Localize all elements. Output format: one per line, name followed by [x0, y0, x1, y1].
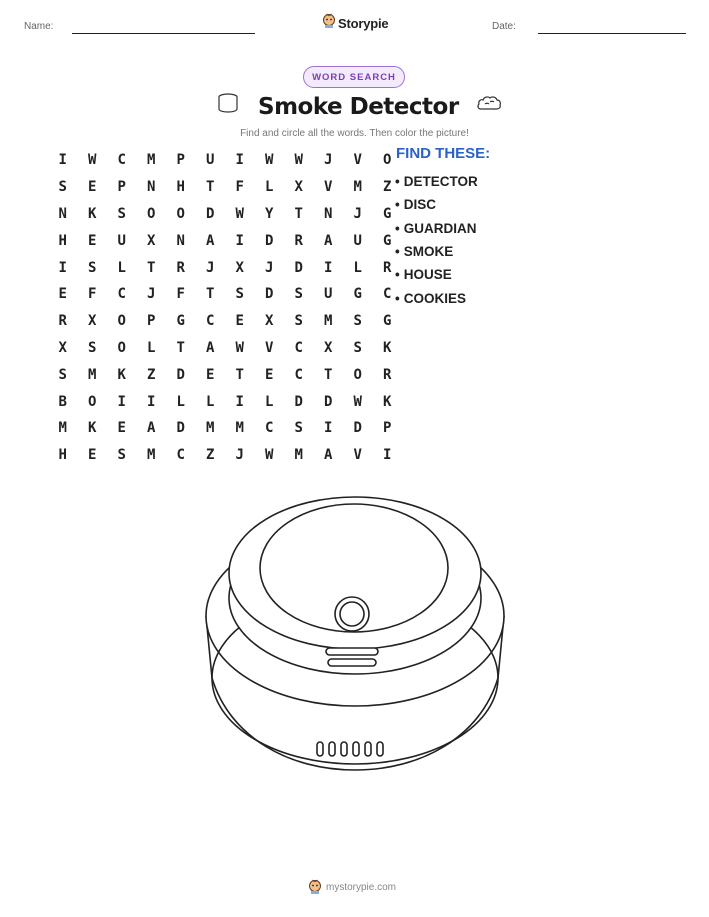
grid-letter[interactable]: G: [383, 205, 392, 222]
list-item[interactable]: [395, 286, 478, 309]
grid-letter[interactable]: R: [383, 259, 392, 276]
grid-letter[interactable]: L: [117, 259, 126, 276]
word-label: SMOKE: [403, 244, 454, 260]
bullet: •: [395, 244, 400, 260]
grid-letter[interactable]: S: [294, 286, 303, 303]
list-item[interactable]: [395, 170, 478, 193]
grid-letter[interactable]: K: [383, 339, 392, 356]
grid-letter[interactable]: T: [324, 366, 333, 383]
brand-name: Storypie: [338, 16, 389, 31]
grid-letter[interactable]: S: [117, 447, 126, 464]
grid-letter[interactable]: W: [353, 393, 362, 410]
word-list: [395, 170, 478, 310]
grid-letter[interactable]: W: [88, 152, 97, 169]
grid-letter[interactable]: X: [88, 313, 97, 330]
grid-letter[interactable]: E: [117, 420, 126, 437]
grid-letter[interactable]: N: [147, 179, 156, 196]
grid-letter[interactable]: V: [353, 152, 362, 169]
grid-letter[interactable]: M: [147, 447, 156, 464]
date-label: Date:: [492, 21, 516, 32]
grid-letter[interactable]: S: [294, 313, 303, 330]
grid-row: [48, 361, 402, 388]
grid-letter[interactable]: S: [353, 313, 362, 330]
grid-letter[interactable]: Z: [383, 179, 392, 196]
grid-letter[interactable]: E: [265, 366, 274, 383]
grid-letter[interactable]: M: [147, 152, 156, 169]
grid-row: [48, 254, 402, 281]
grid-letter[interactable]: W: [294, 152, 303, 169]
grid-letter[interactable]: E: [88, 232, 97, 249]
bullet: •: [395, 267, 400, 283]
word-label: HOUSE: [403, 267, 452, 283]
grid-letter[interactable]: A: [206, 339, 215, 356]
grid-letter[interactable]: C: [176, 447, 185, 464]
grid-letter[interactable]: A: [147, 420, 156, 437]
grid-letter[interactable]: V: [324, 179, 333, 196]
brand-logo: [322, 13, 388, 34]
grid-letter[interactable]: S: [117, 205, 126, 222]
grid-letter[interactable]: E: [58, 286, 67, 303]
date-line[interactable]: [538, 33, 686, 34]
smoke-detector-stack-icon: [216, 92, 240, 121]
grid-letter[interactable]: H: [58, 447, 67, 464]
grid-letter[interactable]: T: [294, 205, 303, 222]
list-item[interactable]: [395, 193, 478, 216]
grid-letter[interactable]: O: [117, 339, 126, 356]
grid-letter[interactable]: J: [235, 447, 244, 464]
grid-letter[interactable]: D: [324, 393, 333, 410]
grid-letter[interactable]: C: [383, 286, 392, 303]
grid-letter[interactable]: W: [265, 152, 274, 169]
grid-letter[interactable]: D: [206, 205, 215, 222]
grid-letter[interactable]: D: [353, 420, 362, 437]
grid-row: [48, 335, 402, 362]
grid-letter[interactable]: T: [235, 366, 244, 383]
grid-letter[interactable]: P: [383, 420, 392, 437]
grid-letter[interactable]: J: [147, 286, 156, 303]
bullet: •: [395, 174, 400, 190]
grid-letter[interactable]: C: [265, 420, 274, 437]
grid-letter[interactable]: R: [176, 259, 185, 276]
grid-letter[interactable]: I: [324, 420, 333, 437]
grid-letter[interactable]: T: [147, 259, 156, 276]
grid-letter[interactable]: G: [383, 232, 392, 249]
grid-letter[interactable]: X: [235, 259, 244, 276]
grid-letter[interactable]: A: [206, 232, 215, 249]
grid-letter[interactable]: M: [324, 313, 333, 330]
grid-letter[interactable]: B: [58, 393, 67, 410]
grid-letter[interactable]: I: [117, 393, 126, 410]
word-label: DISC: [403, 197, 436, 213]
grid-letter[interactable]: M: [294, 447, 303, 464]
grid-letter[interactable]: I: [324, 259, 333, 276]
grid-letter[interactable]: C: [117, 286, 126, 303]
grid-letter[interactable]: M: [235, 420, 244, 437]
grid-letter[interactable]: V: [353, 447, 362, 464]
grid-letter[interactable]: S: [58, 366, 67, 383]
grid-letter[interactable]: W: [265, 447, 274, 464]
grid-letter[interactable]: G: [353, 286, 362, 303]
grid-letter[interactable]: K: [88, 420, 97, 437]
grid-letter[interactable]: T: [206, 179, 215, 196]
grid-letter[interactable]: H: [58, 232, 67, 249]
grid-letter[interactable]: R: [294, 232, 303, 249]
title-row: [216, 92, 503, 121]
grid-letter[interactable]: M: [206, 420, 215, 437]
list-item[interactable]: [395, 240, 478, 263]
grid-letter[interactable]: F: [88, 286, 97, 303]
grid-letter[interactable]: C: [294, 366, 303, 383]
grid-letter[interactable]: J: [324, 152, 333, 169]
grid-row: [48, 201, 402, 228]
grid-letter[interactable]: I: [235, 232, 244, 249]
smoke-cloud-icon: [475, 93, 503, 120]
grid-letter[interactable]: C: [294, 339, 303, 356]
grid-letter[interactable]: A: [324, 232, 333, 249]
grid-letter[interactable]: L: [176, 393, 185, 410]
grid-letter[interactable]: D: [265, 232, 274, 249]
grid-letter[interactable]: S: [353, 339, 362, 356]
footer-url[interactable]: mystorypie.com: [326, 882, 397, 893]
smoke-detector-drawing: [200, 488, 510, 778]
grid-letter[interactable]: S: [88, 259, 97, 276]
bullet: •: [395, 290, 400, 306]
grid-letter[interactable]: P: [117, 179, 126, 196]
grid-letter[interactable]: L: [265, 179, 274, 196]
grid-letter[interactable]: U: [206, 152, 215, 169]
grid-letter[interactable]: L: [147, 339, 156, 356]
grid-letter[interactable]: F: [176, 286, 185, 303]
grid-letter[interactable]: Y: [265, 205, 274, 222]
grid-letter[interactable]: X: [324, 339, 333, 356]
grid-letter[interactable]: O: [117, 313, 126, 330]
grid-letter[interactable]: U: [324, 286, 333, 303]
grid-letter[interactable]: M: [88, 366, 97, 383]
grid-letter[interactable]: L: [353, 259, 362, 276]
grid-letter[interactable]: I: [147, 393, 156, 410]
grid-letter[interactable]: N: [324, 205, 333, 222]
grid-row: [48, 147, 402, 174]
grid-letter[interactable]: X: [265, 313, 274, 330]
grid-letter[interactable]: O: [353, 366, 362, 383]
grid-letter[interactable]: R: [383, 366, 392, 383]
word-search-badge: WORD SEARCH: [303, 66, 405, 88]
grid-letter[interactable]: D: [265, 286, 274, 303]
grid-letter[interactable]: L: [206, 393, 215, 410]
grid-letter[interactable]: U: [353, 232, 362, 249]
grid-letter[interactable]: Z: [206, 447, 215, 464]
grid-letter[interactable]: Z: [147, 366, 156, 383]
grid-letter[interactable]: L: [265, 393, 274, 410]
grid-letter[interactable]: F: [235, 179, 244, 196]
bullet: •: [395, 197, 400, 213]
grid-letter[interactable]: G: [383, 313, 392, 330]
word-label: DETECTOR: [403, 174, 478, 190]
grid-letter[interactable]: D: [176, 420, 185, 437]
storypie-logo-icon: [308, 882, 322, 899]
grid-letter[interactable]: P: [147, 313, 156, 330]
grid-letter[interactable]: E: [235, 313, 244, 330]
grid-letter[interactable]: S: [294, 420, 303, 437]
storypie-logo-icon: [322, 13, 336, 34]
grid-letter[interactable]: T: [206, 286, 215, 303]
page-title: Smoke Detector: [258, 93, 459, 120]
grid-letter[interactable]: D: [294, 259, 303, 276]
grid-row: [48, 415, 402, 442]
smoke-detector-illustration[interactable]: [200, 488, 510, 783]
grid-letter[interactable]: O: [147, 205, 156, 222]
grid-letter[interactable]: C: [206, 313, 215, 330]
grid-letter[interactable]: X: [294, 179, 303, 196]
grid-letter[interactable]: H: [176, 179, 185, 196]
grid-letter[interactable]: O: [383, 152, 392, 169]
grid-letter[interactable]: D: [176, 366, 185, 383]
grid-letter[interactable]: E: [88, 179, 97, 196]
grid-letter[interactable]: I: [235, 393, 244, 410]
grid-letter[interactable]: W: [235, 205, 244, 222]
grid-letter[interactable]: D: [294, 393, 303, 410]
grid-letter[interactable]: I: [383, 447, 392, 464]
footer-logo: [308, 879, 322, 900]
find-these-heading: FIND THESE:: [396, 145, 491, 162]
grid-letter[interactable]: W: [235, 339, 244, 356]
list-item[interactable]: [395, 263, 478, 286]
instructions: Find and circle all the words. Then color the picture!: [240, 128, 469, 139]
grid-letter[interactable]: J: [353, 205, 362, 222]
grid-letter[interactable]: S: [235, 286, 244, 303]
grid-letter[interactable]: J: [265, 259, 274, 276]
name-line[interactable]: [72, 33, 255, 34]
grid-letter[interactable]: K: [383, 393, 392, 410]
grid-letter[interactable]: R: [58, 313, 67, 330]
grid-letter[interactable]: I: [58, 259, 67, 276]
grid-letter[interactable]: K: [117, 366, 126, 383]
grid-letter[interactable]: V: [265, 339, 274, 356]
list-item[interactable]: [395, 217, 478, 240]
name-label: Name:: [24, 21, 54, 32]
grid-letter[interactable]: A: [324, 447, 333, 464]
grid-letter[interactable]: E: [88, 447, 97, 464]
grid-letter[interactable]: O: [176, 205, 185, 222]
grid-row: [48, 388, 402, 415]
grid-row: [48, 281, 402, 308]
grid-letter[interactable]: P: [176, 152, 185, 169]
grid-letter[interactable]: M: [58, 420, 67, 437]
grid-letter[interactable]: X: [58, 339, 67, 356]
bullet: •: [395, 220, 400, 236]
grid-letter[interactable]: T: [176, 339, 185, 356]
grid-row: [48, 308, 402, 335]
word-label: COOKIES: [403, 290, 466, 306]
grid-letter[interactable]: I: [58, 152, 67, 169]
grid-row: [48, 174, 402, 201]
grid-letter[interactable]: G: [176, 313, 185, 330]
grid-letter[interactable]: N: [176, 232, 185, 249]
grid-row: [48, 442, 402, 469]
letter-grid: [48, 147, 402, 469]
grid-letter[interactable]: U: [117, 232, 126, 249]
grid-letter[interactable]: E: [206, 366, 215, 383]
grid-letter[interactable]: S: [58, 179, 67, 196]
grid-letter[interactable]: S: [88, 339, 97, 356]
grid-letter[interactable]: N: [58, 205, 67, 222]
grid-letter[interactable]: C: [117, 152, 126, 169]
grid-letter[interactable]: K: [88, 205, 97, 222]
word-label: GUARDIAN: [403, 220, 477, 236]
grid-letter[interactable]: J: [206, 259, 215, 276]
grid-row: [48, 227, 402, 254]
grid-letter[interactable]: M: [353, 179, 362, 196]
grid-letter[interactable]: X: [147, 232, 156, 249]
grid-letter[interactable]: O: [88, 393, 97, 410]
grid-letter[interactable]: I: [235, 152, 244, 169]
